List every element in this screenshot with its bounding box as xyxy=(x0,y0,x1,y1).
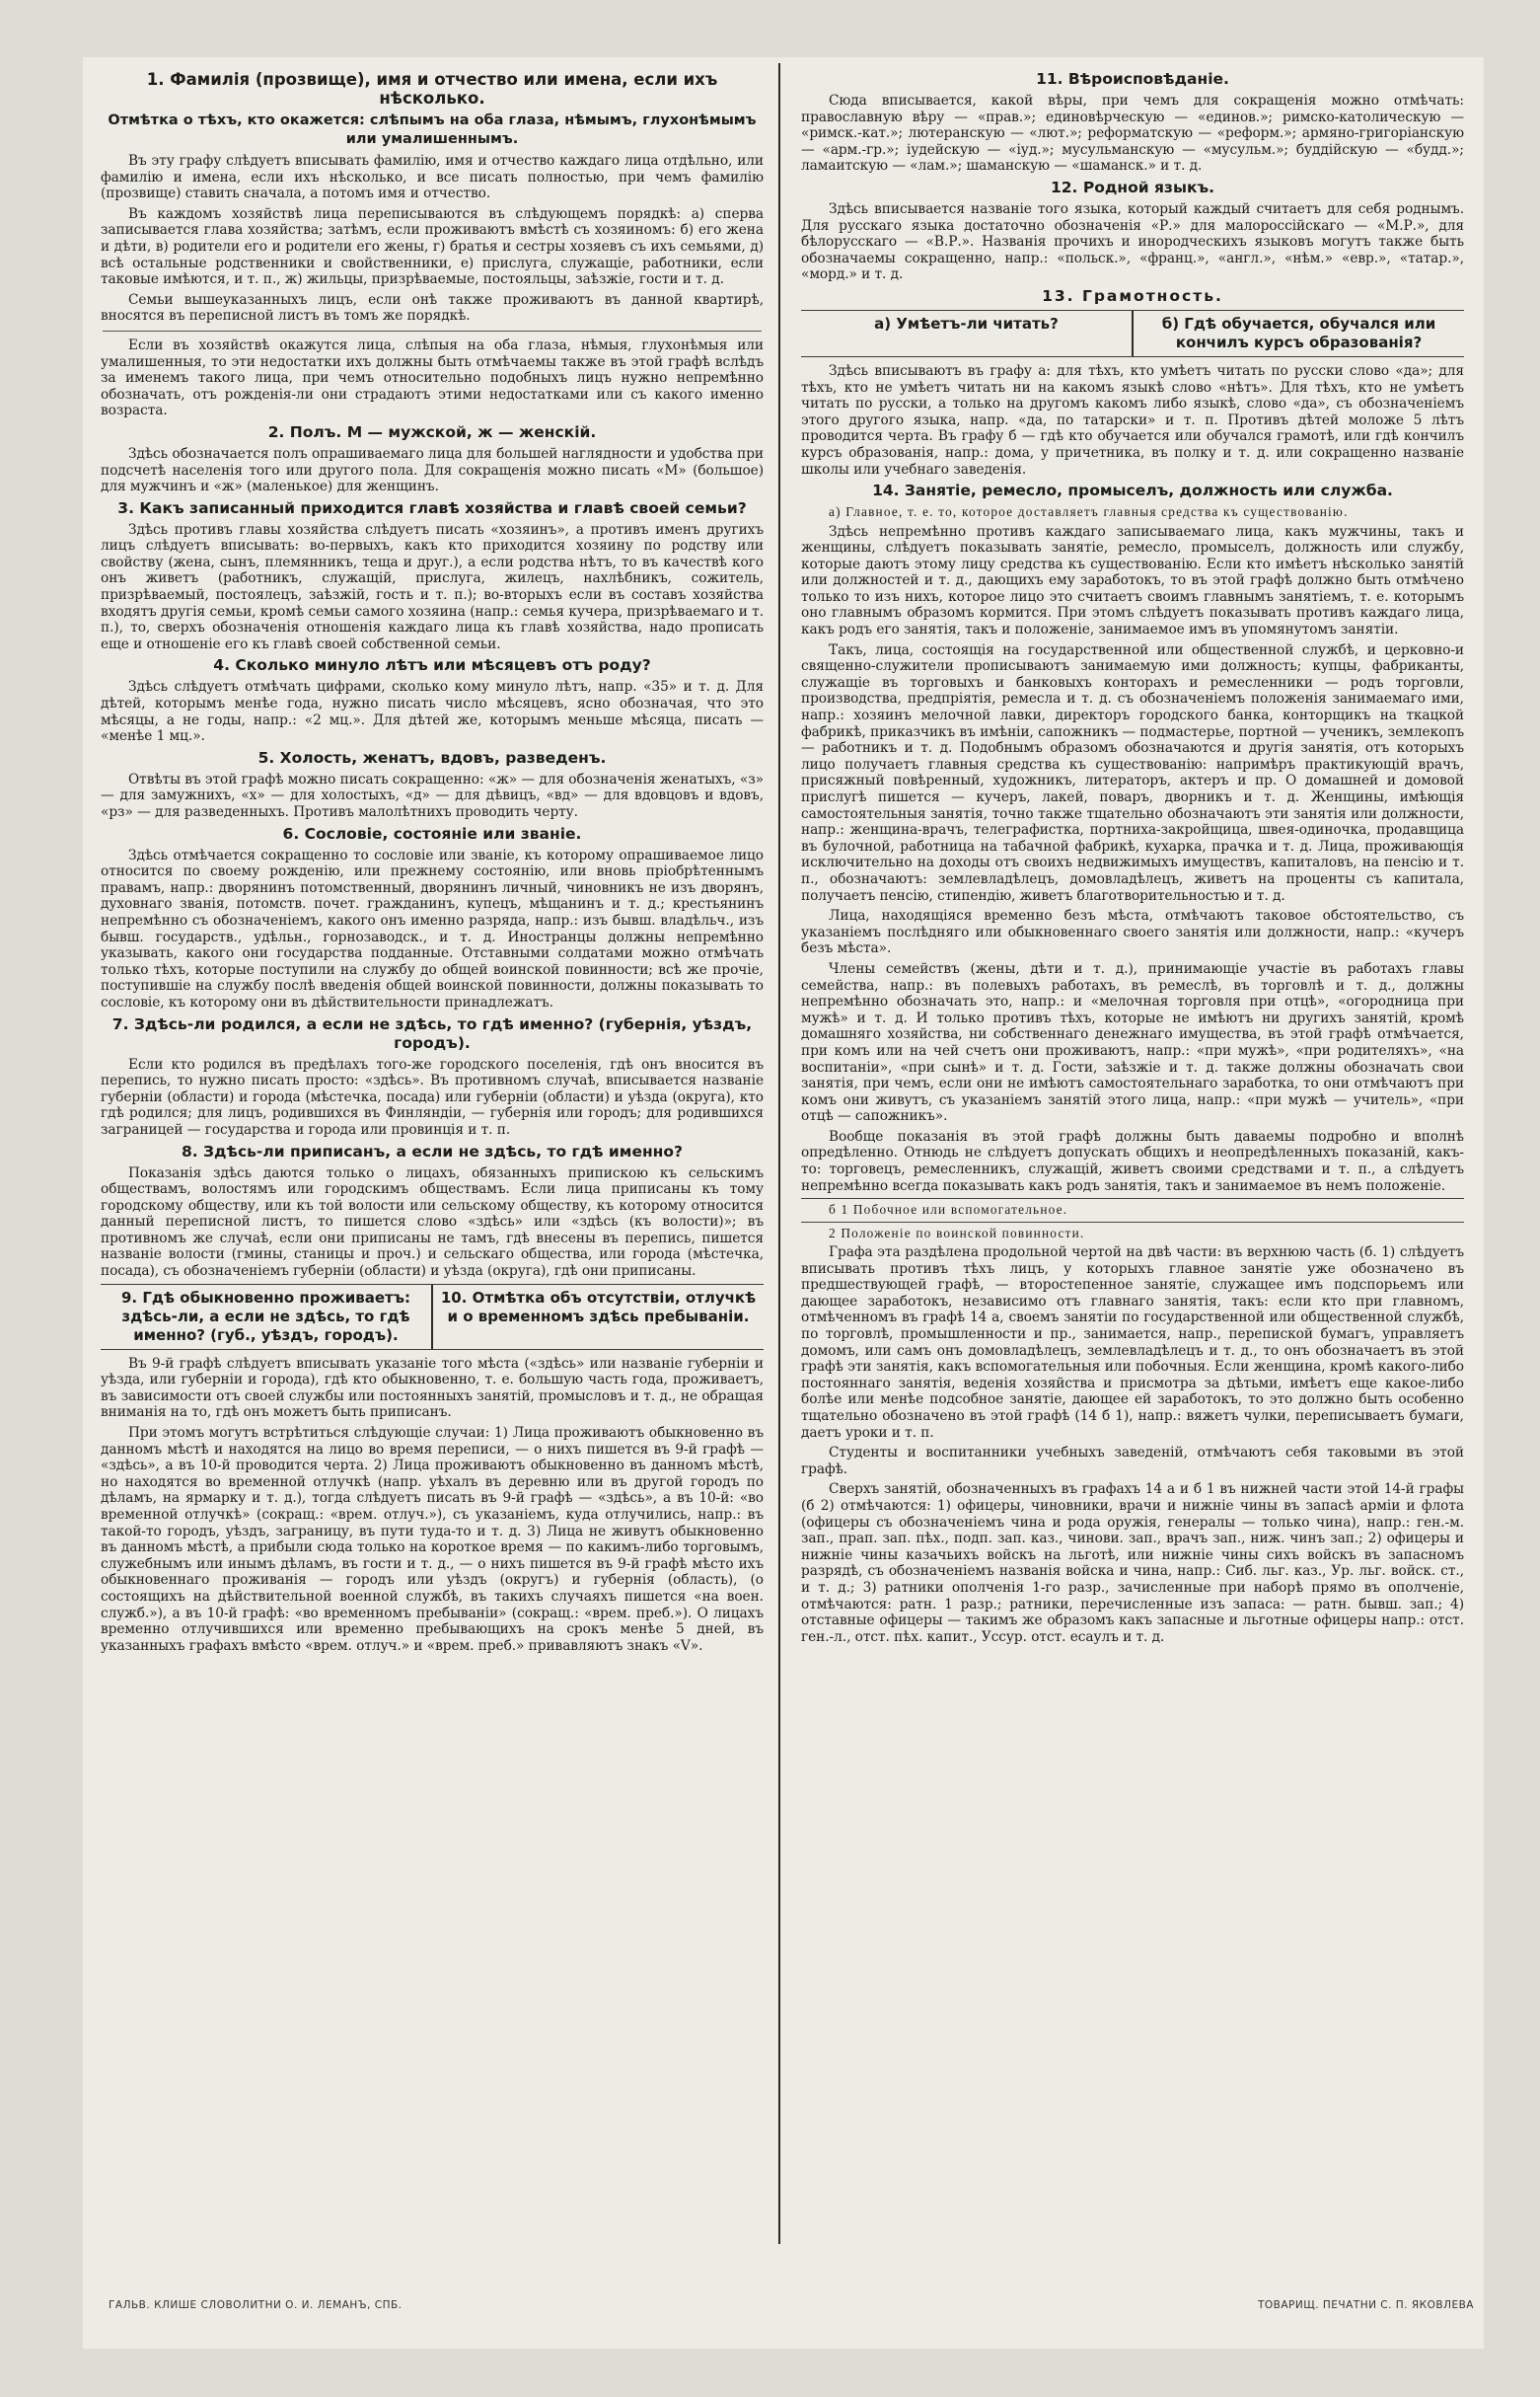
column-divider xyxy=(778,63,780,2244)
section-7-title: 7. Здѣсь-ли родился, а если не здѣсь, то гдѣ именно? (губернія, уѣздъ, городъ). xyxy=(111,1014,753,1052)
left-column xyxy=(101,67,764,2253)
section-9-title: 9. Гдѣ обыкновенно проживаетъ: здѣсь-ли, а если не здѣсь, то гдѣ именно? (губ., уѣздъ, городъ). xyxy=(121,1288,410,1344)
paragraph: При этомъ могутъ встрѣтиться слѣдующіе случаи: 1) Лица проживаютъ обыкновенно въ данномъ мѣстѣ и находятся на лицо во время переписи, — о нихъ пишется въ 9-й графѣ — «здѣсь», а въ 10-й проводится черта. 2) Лица проживаютъ обыкновенно въ данномъ мѣстѣ, но находятся во временной отлучкѣ (напр. уѣхалъ въ деревню или въ другой городъ по дѣламъ, на ярмарку и т. д.), тогда слѣдуетъ писать въ 9-й графѣ — «здѣсь», а въ 10-й: «во временной отлучкѣ» (сокращ.: «врем. отлуч.»), съ указаніемъ, куда отлучились, напр.: въ такой-то городъ, уѣздъ, заграницу, въ пути туда-то и т. д. 3) Лица не живутъ обыкновенно въ данномъ мѣстѣ, а прибыли сюда только на короткое время — по какимъ-либо торговымъ, служебнымъ или инымъ дѣламъ, въ гости и т. д., — о нихъ пишется въ 9-й графѣ мѣсто ихъ обыкновеннаго проживанія — городъ или уѣздъ (округъ) и губернія (область), (о состоящихъ на дѣйствительной военной службѣ, въ такихъ случаяхъ пишется «на воен. служб.»), а въ 10-й графѣ: «во временномъ пребываніи» (сокращ.: «врем. преб.»). О лицахъ временно отлучившихся или временно пребывающихъ на срокъ менѣе 5 дней, въ указанныхъ графахъ вмѣсто «врем. отлуч.» и «врем. преб.» привавляютъ знакъ «V». xyxy=(101,1425,764,1654)
paragraph: Здѣсь вписывается названіе того языка, который каждый считаетъ для себя роднымъ. Для русскаго языка достаточно обозначенія «Р.» для малороссійскаго — «М.Р.», для бѣлорусскаго — «В.Р.». Названія прочихъ и инородческихъ языковъ могутъ также быть обозначаемы сокращенно, напр.: «польск.», «франц.», «англ.», «нѣм.» «евр.», «татар.», «морд.» и т. д. xyxy=(801,200,1464,283)
section-13-title: 13. Грамотность. xyxy=(1042,286,1223,305)
paragraph: Лица, находящіяся временно безъ мѣста, отмѣчаютъ таковое обстоятельство, съ указаніемъ послѣдняго или обыкновеннаго своего занятія или должности, напр.: «кучеръ безъ мѣста». xyxy=(801,908,1464,957)
printer-credit-right: ТОВАРИЩ. ПЕЧАТНИ С. П. ЯКОВЛЕВА xyxy=(1257,2299,1474,2311)
paragraph: Сюда вписывается, какой вѣры, при чемъ для сокращенія можно отмѣчать: православную вѣру — «прав.»; единовѣрческую — «единов.»; римско-католическую — «римск.-кат.»; лютеранскую — «лют.»; реформатскую — «реформ.»; армяно-григоріанскую — «арм.-гр.»; іудейскую — «іуд.»; мусульманскую — «мусульм.»; буддійскую — «будд.»; ламаитскую — «лам.»; шаманскую — «шаманск.» и т. д. xyxy=(801,93,1464,175)
section-14a-subtitle: а) Главное, т. е. то, которое доставляетъ главныя средства къ существованію. xyxy=(829,504,1349,520)
section-14b1-subtitle: б 1 Побочное или вспомогательное. xyxy=(801,1198,1464,1218)
section-13a-label: а) Умѣетъ-ли читать? xyxy=(874,314,1059,333)
paragraph: Графа эта раздѣлена продольной чертой на двѣ части: въ верхнюю часть (б. 1) слѣдуетъ вписывать противъ тѣхъ лицъ, у которыхъ главное занятіе уже обозначено въ предшествующей графѣ, — второстепенное занятіе, служащее имъ подспорьемъ или дающее заработокъ, независимо отъ главнаго занятія, такъ: если кто при главномъ, отмѣченномъ въ графѣ 14 а, своемъ занятіи по государственной или общественной службѣ, по торговлѣ, промышленности и пр., занимается, напр., перепиской бумагъ, управляетъ домомъ, или самъ онъ домовладѣлецъ, землевладѣлецъ и т. д., то онъ обозначаетъ въ этой графѣ эти занятія, какъ вспомогательныя или побочныя. Если женщина, кромѣ какого-либо постояннаго занятія, веденія хозяйства и присмотра за дѣтьми, имѣетъ еще какое-либо болѣе или менѣе подсобное занятіе, дающее ей заработокъ, то это должно быть особенно тщательно обозначено въ этой графѣ (14 б 1), напр.: вяжетъ чулки, переписываетъ бумаги, даетъ уроки и т. п. xyxy=(801,1244,1464,1441)
paragraph: Здѣсь противъ главы хозяйства слѣдуетъ писать «хозяинъ», а противъ именъ другихъ лицъ слѣдуетъ вписывать: во-первыхъ, какъ кто приходится хозяину по родству или свойству (жена, сынъ, племянникъ, теща и друг.), а если родства нѣтъ, то въ качествѣ кого онъ живетъ (работникъ, служащій, прислуга, жилецъ, нахлѣбникъ, сожитель, призрѣваемый, постоялецъ, заѣзжій, гость и т. п.); во-вторыхъ если въ составъ хозяйства входятъ другія семьи, кромѣ семьи самого хозяина (напр.: семья кучера, призрѣваемаго и т. п.), то, сверхъ обозначенія отношенія каждаго лица къ главѣ хозяйства, надо прописать еще и отношеніе его къ главѣ своей собственной семьи. xyxy=(101,521,764,652)
paragraph: Семьи вышеуказанныхъ лицъ, если онѣ также проживаютъ въ данной квартирѣ, вносятся въ переписной листъ въ томъ же порядкѣ. xyxy=(101,291,764,325)
paragraph: Члены семействъ (жены, дѣти и т. д.), принимающіе участіе въ работахъ главы семейства, напр.: въ полевыхъ работахъ, въ ремеслѣ, въ торговлѣ и т. д., должны непремѣнно обозначать это, напр.: и «мелочная торговля при отцѣ», «огородница при мужѣ» и т. д. И только противъ тѣхъ, которые не имѣютъ ни другихъ занятій, кромѣ домашняго хозяйства, ни собственнаго денежнаго имущества, въ этой графѣ отмѣчается, при комъ или на чей счетъ они проживаютъ, напр.: «при мужѣ», «при родителяхъ», «на воспитаніи», «при сынѣ» и т. д. Гости, заѣзжіе и т. д. также должны обозначать свои занятія, при чемъ, если они не имѣютъ самостоятельнаго заработка, то они отмѣчаютъ при комъ они живутъ, съ указаніемъ занятій этого лица, напр.: «при мужѣ — учитель», «при отцѣ — сапожникъ». xyxy=(801,960,1464,1125)
paragraph: Студенты и воспитанники учебныхъ заведеній, отмѣчаютъ себя таковыми въ этой графѣ. xyxy=(801,1445,1464,1477)
paragraph: Здѣсь вписываютъ въ графу а: для тѣхъ, кто умѣетъ читать по русски слово «да»; для тѣхъ, кто не умѣетъ читать ни на какомъ языкѣ слово «нѣтъ». Для тѣхъ, кто не умѣетъ читать по русски, а только на другомъ какомъ либо языкѣ, слово «да», съ обозначеніемъ этого другого языка, напр. «да, по татарски» и т. п. Противъ дѣтей моложе 5 лѣтъ проводится черта. Въ графу б — гдѣ кто обучается или обучался грамотѣ, или гдѣ кончилъ курсъ образованія, напр.: дома, у причетника, въ полку и т. д. или сокращенно названіе школы или учебнаго заведенія. xyxy=(801,362,1464,478)
paragraph: Въ эту графу слѣдуетъ вписывать фамилію, имя и отчество каждаго лица отдѣльно, или фамилію и имена, если ихъ нѣсколько, и все писать полностью, при чемъ фамилію (прозвище) ставить сначала, а потомъ имя и отчество. xyxy=(101,153,764,202)
paragraph: Такъ, лица, состоящія на государственной или общественной службѣ, и церковно-и священно-служители прописываютъ занимаемую ими должность; купцы, фабриканты, служащіе въ торговыхъ и банковыхъ конторахъ и ремесленники — родъ торговли, производства, предпріятія, ремесла и т. д. съ обозначеніемъ положенія занимаемаго ими, напр.: хозяинъ мелочной лавки, директоръ городского банка, конторщикъ на ткацкой фабрикѣ, приказчикъ въ имѣніи, сапожникъ — подмастерье, портной — ученикъ, землекопъ — работникъ и т. д. Подобнымъ образомъ обозначаются и другія занятія, отъ которыхъ лицо получаетъ главныя средства къ существованію: напримѣръ практикующій врачъ, присяжный повѣренный, художникъ, литераторъ, актеръ и пр. О домашней и домовой прислугѣ пишется — кучеръ, лакей, поваръ, дворникъ и т. д. Женщины, имѣющія самостоятельныя занятія, точно также тщательно обозначаютъ эти занятія или должности, напр.: женщина-врачъ, телеграфистка, портниха-закройщица, швея-одиночка, продавщица въ булочной, работница на табачной фабрикѣ, кухарка, прачка и т. д. Лица, проживающія исключительно на доходы отъ своихъ недвижимыхъ имуществъ, капиталовъ, на пенсію и т. п., обозначаютъ: землевладѣлецъ, домовладѣлецъ, живетъ на проценты съ капитала, получаетъ пенсію, стипендію, живетъ благотворительностью и т. д. xyxy=(801,641,1464,904)
section-1-title: 1. Фамилія (прозвище), имя и отчество или имена, если ихъ нѣсколько. xyxy=(146,70,718,108)
paragraph: Если кто родился въ предѣлахъ того-же городского поселенія, гдѣ онъ вносится въ перепись, то нужно писать просто: «здѣсь». Въ противномъ случаѣ, вписывается названіе губерніи (области) и города (мѣстечка, посада) или губерніи (области) и уѣзда (округа), кто гдѣ родился; для лицъ, родившихся въ Финляндіи, — губернія или городъ; для родившихся заграницей — государства и города или провинція и т. п. xyxy=(101,1056,764,1138)
paragraph: Если въ хозяйствѣ окажутся лица, слѣпыя на оба глаза, нѣмыя, глухонѣмыя или умалишенныя, то эти недостатки ихъ должны быть отмѣчаемы также въ этой графѣ вслѣдъ за именемъ такого лица, при чемъ относительно подобныхъ лицъ нужно непремѣнно обозначать, отъ рожденія-ли они страдаютъ этими недостатками или съ какого именно возраста. xyxy=(101,337,764,419)
section-10-title: 10. Отмѣтка объ отсутствіи, отлучкѣ и о временномъ здѣсь пребываніи. xyxy=(431,1285,764,1349)
section-14-title: 14. Занятіе, ремесло, промыселъ, должность или служба. xyxy=(872,482,1393,500)
section-13-columns xyxy=(801,310,1464,357)
section-13b-label: б) Гдѣ обучается, обучался или кончилъ курсъ образованія? xyxy=(1132,311,1464,356)
section-6-title: 6. Сословіе, состояніе или званіе. xyxy=(282,824,582,843)
paragraph: Здѣсь слѣдуетъ отмѣчать цифрами, сколько кому минуло лѣтъ, напр. «35» и т. д. Для дѣтей, которымъ менѣе года, нужно писать число мѣсяцевъ, ясно обозначая, что это мѣсяцы, а не годы, напр.: «2 мц.». Для дѣтей же, которымъ меньше мѣсяца, писать — «менѣе 1 мц.». xyxy=(101,679,764,745)
section-9-10-header xyxy=(101,1284,764,1350)
paragraph: Здѣсь обозначается полъ опрашиваемаго лица для большей наглядности и удобства при подсчетѣ населенія того или другого пола. Для сокращенія можно писать «М» (большое) для мужчинъ и «ж» (маленькое) для женщинъ. xyxy=(101,445,764,495)
paragraph: Показанія здѣсь даются только о лицахъ, обязанныхъ припискою къ сельскимъ обществамъ, волостямъ или городскимъ обществамъ. Если лица приписаны къ тому городскому обществу, или къ той волости или сельскому обществу, къ которому относится данный переписной листъ, то пишется слово «здѣсь» или «здѣсь (къ волости)»; въ противномъ же случаѣ, если они приписаны не тамъ, гдѣ внесены въ перепись, пишется названіе волости (гмины, станицы и проч.) и сельскаго общества, или города (мѣстечка, посада), съ обозначеніемъ губерніи (области) и уѣзда (округа), гдѣ они приписаны. xyxy=(101,1164,764,1280)
section-3-title: 3. Какъ записанный приходится главѣ хозяйства и главѣ своей семьи? xyxy=(117,498,747,517)
section-2-title: 2. Полъ. М — мужской, ж — женскій. xyxy=(267,422,597,441)
paragraph: Здѣсь непремѣнно противъ каждаго записываемаго лица, какъ мужчины, такъ и женщины, слѣдуетъ показывать занятіе, ремесло, промыселъ, должность или службу, которые даютъ этому лицу средства къ существованію. Если кто имѣетъ нѣсколько занятій или должностей и т. д., дающихъ ему заработокъ, то въ этой графѣ должно быть отмѣчено только то изъ нихъ, которое лицо это считаетъ своимъ главнымъ занятіемъ, т. е. которымъ оно главнымъ образомъ кормится. При этомъ слѣдуетъ показывать противъ каждаго лица, какъ родъ его занятія, такъ и положеніе, занимаемое имъ въ упомянутомъ занятіи. xyxy=(801,523,1464,638)
section-4-title: 4. Сколько минуло лѣтъ или мѣсяцевъ отъ роду? xyxy=(213,656,651,675)
divider xyxy=(103,331,762,332)
section-11-title: 11. Вѣроисповѣданіе. xyxy=(1036,70,1229,88)
printer-credit-left: ГАЛЬВ. КЛИШЕ СЛОВОЛИТНИ О. И. ЛЕМАНЪ, СПБ. xyxy=(109,2299,403,2311)
section-14b2-subtitle: 2 Положеніе по воинской повинности. xyxy=(801,1222,1464,1241)
section-8-title: 8. Здѣсь-ли приписанъ, а если не здѣсь, то гдѣ именно? xyxy=(181,1142,684,1161)
paragraph: Сверхъ занятій, обозначенныхъ въ графахъ 14 а и б 1 въ нижней части этой 14-й графы (б 2) отмѣчаются: 1) офицеры, чиновники, врачи и нижніе чины въ запасѣ арміи и флота (офицеры съ обозначеніемъ чина и рода оружія, генералы — только чина), напр.: ген.-м. зап., прап. зап. пѣх., подп. зап. каз., чинови. зап., врачъ зап., ниж. чинъ зап.; 2) офицеры и нижніе чины казачьихъ войскъ на льготѣ, или нижніе чины сихъ войскъ въ запасномъ разрядѣ, съ обозначеніемъ названія войска и чина, напр.: Сиб. льг. каз., Ур. льг. войск. ст., и т. д.; 3) ратники ополченія 1-го разр., зачисленные при наборѣ прямо въ ополченіе, отмѣчаются: ратн. 1 разр.; ратники, перечисленные изъ запаса: — ратн. бывш. зап.; 4) отставные офицеры — такимъ же образомъ какъ запасные и льготные офицеры напр.: отст. ген.-л., отст. пѣх. капит., Уссур. отст. есаулъ и т. д. xyxy=(801,1481,1464,1645)
paragraph: Вообще показанія въ этой графѣ должны быть даваемы подробно и вполнѣ опредѣленно. Отнюдь не слѣдуетъ допускать общихъ и неопредѣленныхъ показаній, какъ-то: торговецъ, ремесленникъ, служащій, живетъ своими средствами и т. п., а слѣдуетъ непремѣнно всегда показывать какъ родъ занятія, такъ и занимаемое въ немъ положеніе. xyxy=(801,1128,1464,1194)
section-1-subtitle: Отмѣтка о тѣхъ, кто окажется: слѣпымъ на оба глаза, нѣмымъ, глухонѣмымъ или умалишеннымъ. xyxy=(108,112,757,147)
paragraph: Въ 9-й графѣ слѣдуетъ вписывать указаніе того мѣста («здѣсь» или названіе губерніи и уѣзда, или губерніи и города), гдѣ кто обыкновенно, т. е. большую часть года, проживаетъ, въ зависимости отъ своей службы или постоянныхъ занятій, промысловъ и т. д., не обращая вниманія на то, гдѣ онъ можетъ быть приписанъ. xyxy=(101,1355,764,1421)
paragraph: Въ каждомъ хозяйствѣ лица переписываются въ слѣдующемъ порядкѣ: а) сперва записывается глава хозяйства; затѣмъ, если проживаютъ вмѣстѣ съ хозяиномъ: б) его жена и дѣти, в) родители его и родители его жены, г) братья и сестры хозяевъ съ ихъ семьями, д) всѣ остальные родственники и свойственники, е) прислуга, служащіе, работники, если таковые имѣются, и т. п., ж) жильцы, призрѣваемые, постояльцы, заѣзжіе, гости и т. д. xyxy=(101,205,764,288)
paragraph: Отвѣты въ этой графѣ можно писать сокращенно: «ж» — для обозначенія женатыхъ, «з» — для замужнихъ, «х» — для холостыхъ, «д» — для дѣвицъ, «вд» — для вдовцовъ и вдовъ, «рз» — для разведенныхъ. Противъ малолѣтнихъ проводить черту. xyxy=(101,771,764,820)
paragraph: Здѣсь отмѣчается сокращенно то сословіе или званіе, къ которому опрашиваемое лицо относится по своему рожденію, или прежнему состоянію, или вновь пріобрѣтеннымъ правамъ, напр.: дворянинъ потомственный, дворянинъ личный, чиновникъ не изъ дворянъ, духовнаго званія, потомств. почет. гражданинъ, купецъ, мѣщанинъ и т. д.; крестьянинъ непремѣнно съ обозначеніемъ, какого онъ именно разряда, напр.: изъ бывш. владѣльч., изъ бывш. государств., удѣльн., горнозаводск., и т. д. Иностранцы должны непремѣнно указывать, какого они государства подданные. Отставными солдатами можно отмѣчать только тѣхъ, которые поступили на службу до общей воинской повинности; всѣ же прочіе, поступившіе на службу послѣ введенія общей воинской повинности, должны показывать то сословіе, къ которому они въ дѣйствительности принадлежатъ. xyxy=(101,847,764,1011)
section-5-title: 5. Холость, женатъ, вдовъ, разведенъ. xyxy=(257,748,607,767)
section-12-title: 12. Родной языкъ. xyxy=(1050,178,1215,196)
census-instruction-sheet xyxy=(83,57,1484,2349)
right-column xyxy=(801,67,1464,2253)
